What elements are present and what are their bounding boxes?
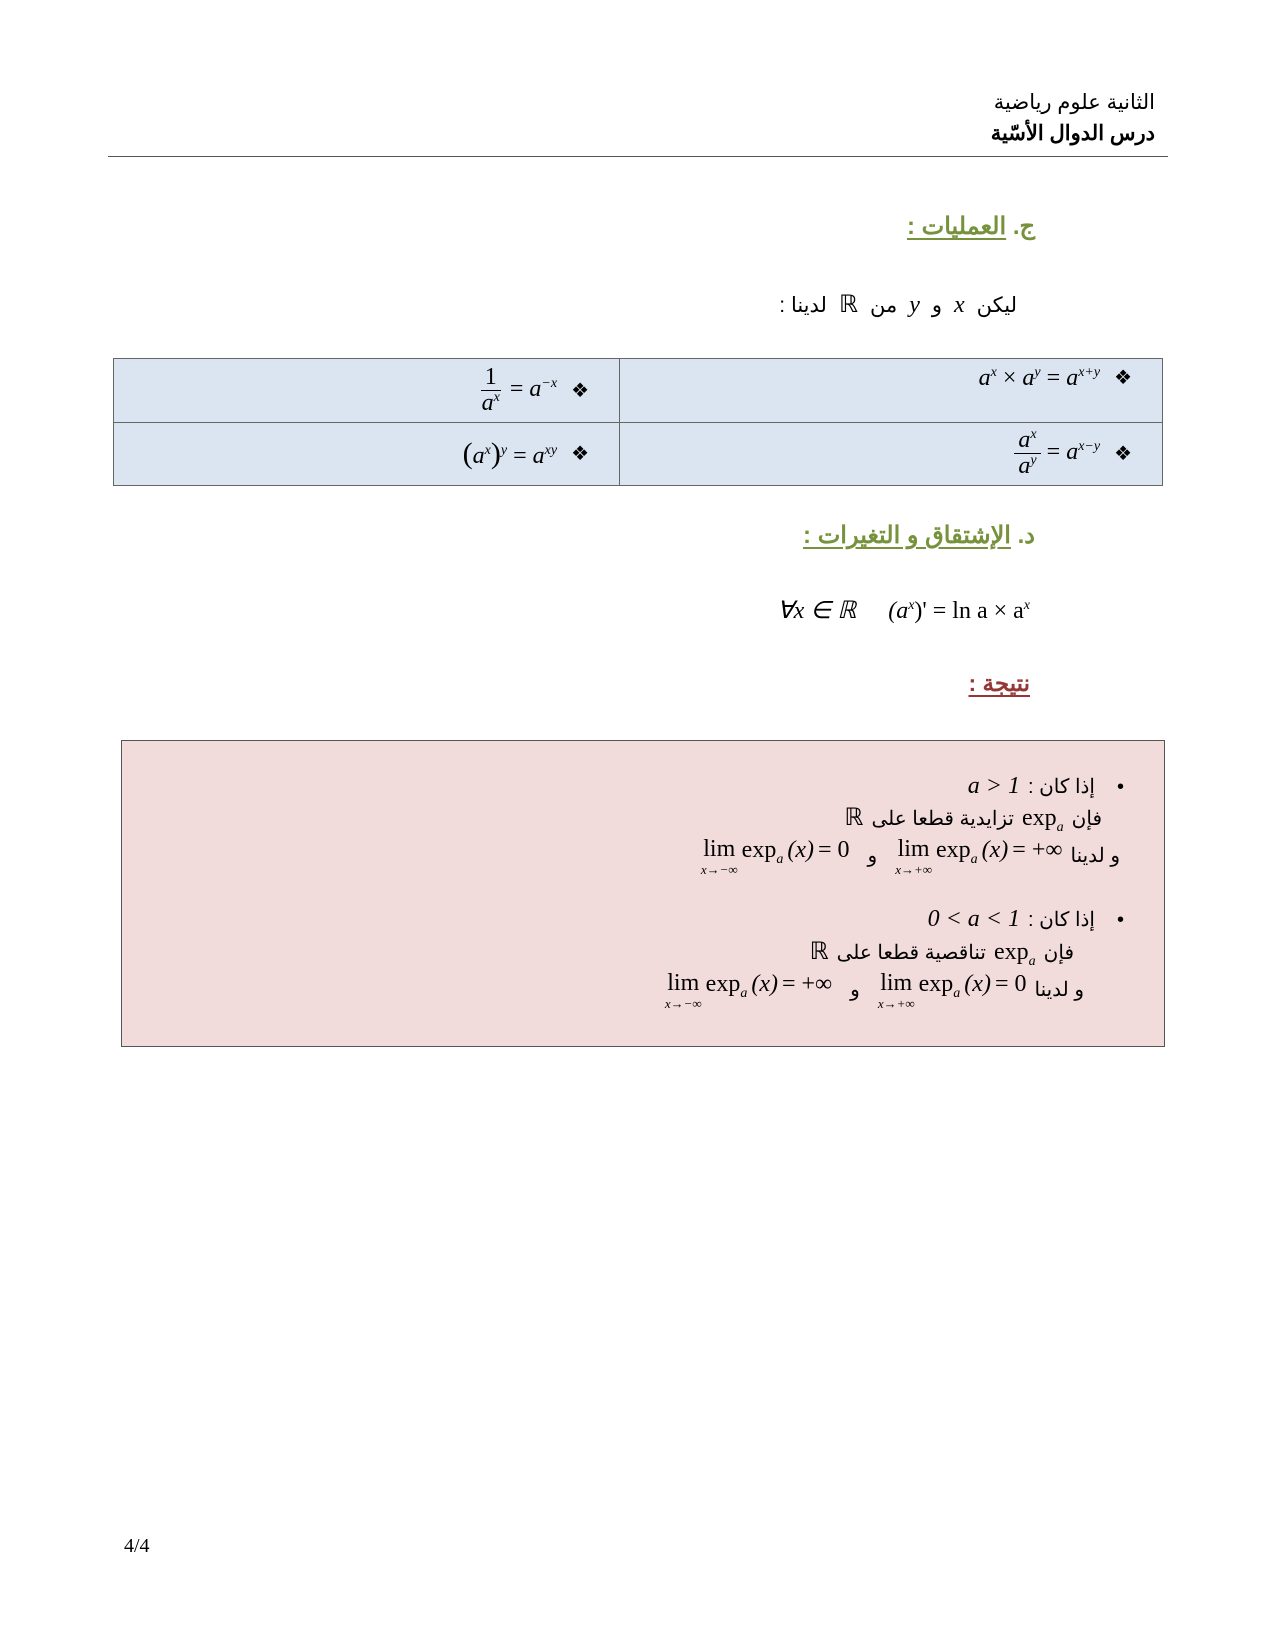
intro-var-y: y [909,292,920,318]
op-reciprocal-formula: $\frac{1}{a^x}$ = $a^{-x}$ [481,363,558,416]
section-c-title: العمليات : [906,213,1007,240]
case2-monotonic: فإن $\exp_a$ تناقصية قطعا على ℝ [809,939,1074,969]
diamond-bullet-icon: ❖ [1114,367,1132,389]
bullet-icon: • [1116,909,1124,931]
op-cell-reciprocal [114,359,620,423]
operations-table [113,358,1163,486]
derivative-domain: ∀x ∈ ℝ [777,598,857,624]
section-d-marker: د. [1017,522,1035,549]
intro-text-have: لدينا : [779,294,827,317]
page-number: 4/4 [124,1535,150,1557]
case2-limits: و لدينا lim x→+∞ $\exp_a$ (x) = 0 و lim x→−∞ $\exp_a$ (x) = +∞ [664,970,1084,1011]
diamond-bullet-icon: ❖ [1114,443,1132,466]
header-divider [108,156,1168,157]
intro-text-from: من [869,294,898,317]
diamond-bullet-icon: ❖ [571,443,589,466]
op-cell-power [114,422,620,486]
diamond-bullet-icon: ❖ [571,379,589,402]
intro-text-let: ليكن [976,294,1017,317]
intro-text-and: و [931,294,943,317]
case1-monotonic: فإن $\exp_a$ تزايدية قطعا على ℝ [844,805,1102,835]
case1-limit-plus: lim x→+∞ $\exp_a$ (x) = +∞ [895,836,1063,877]
op-quotient-formula: $\frac{a^x}{a^y}$ = $a^{x-y}$ [1014,428,1100,479]
case1-limits: و لدينا lim x→+∞ $\exp_a$ (x) = +∞ و lim x→−∞ $\exp_a$ (x) = 0 [700,836,1120,877]
section-c-intro [779,290,1017,319]
section-d-title: الإشتقاق و التغيرات : [803,522,1011,549]
bullet-icon: • [1116,776,1124,798]
intro-set-R: ℝ [838,292,858,318]
case1-condition: • إذا كان : a > 1 [967,773,1124,799]
case2-limit-plus: lim x→+∞ $\exp_a$ (x) = 0 [877,970,1027,1011]
section-c-heading [907,212,1035,241]
result-heading: نتيجة : [968,670,1030,696]
derivative-formula: ∀x ∈ ℝ $(a^x)' = \ln a \times a^x$ [777,598,1030,624]
op-power-formula: $(a^x)^y = a^{xy}$ [462,436,558,470]
op-cell-product [620,359,1163,423]
case2-limit-minus: lim x→−∞ $\exp_a$ (x) = +∞ [664,970,833,1011]
result-box [121,740,1165,1047]
op-product-formula: $a^x \times a^y = a^{x+y}$ [978,365,1101,391]
op-cell-quotient [620,422,1163,486]
intro-var-x: x [954,292,965,318]
case2-condition: • إذا كان : 0 < a < 1 [927,906,1124,932]
header-title: درس الدوال الأسّية [990,122,1155,145]
header-subtitle: الثانية علوم رياضية [993,91,1155,114]
case1-limit-minus: lim x→−∞ $\exp_a$ (x) = 0 [700,836,850,877]
section-c-marker: ج. [1012,213,1035,240]
section-d-heading [803,521,1035,550]
